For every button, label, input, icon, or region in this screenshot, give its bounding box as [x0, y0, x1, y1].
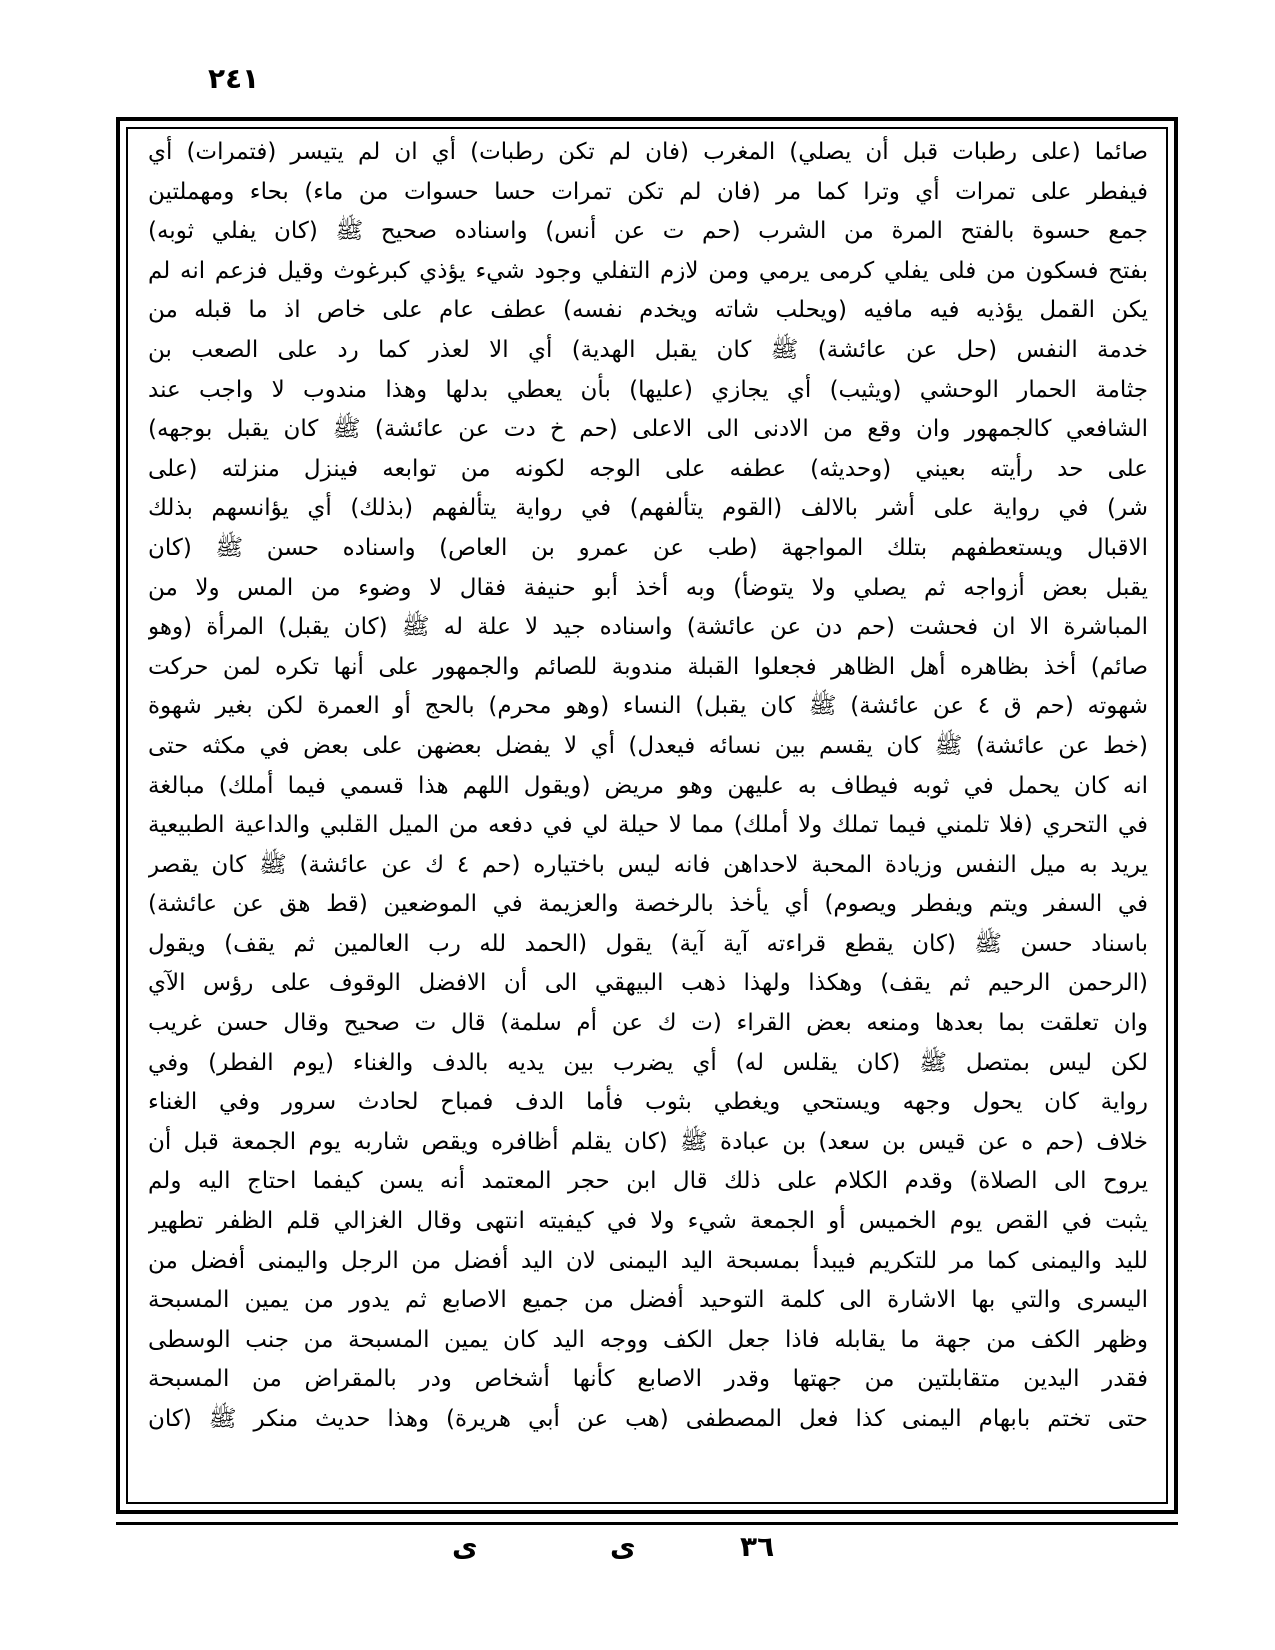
text-line: جمع حسوة بالفتح المرة من الشرب (حم ت عن أنس) واسناده صحيح ﷺ (كان يفلي ثوبه)	[148, 218, 1148, 245]
text-line: يثبت في القص يوم الخميس أو الجمعة شيء ولا في كيفيته انتهى وقال الغزالي قلم الظفر تطهير	[148, 1208, 1148, 1235]
text-line: يقبل بعض أزواجه ثم يصلي ولا يتوضأ) وبه أخذ أبو حنيفة فقال لا وضوء من المس ولا من	[148, 574, 1148, 601]
text-line: يكن القمل يؤذيه فيه مافيه (ويحلب شاته ويخدم نفسه) عطف عام على خاص اذ ما قبله من	[148, 297, 1148, 324]
text-line: بفتح فسكون من فلى يفلي كرمى يرمي ومن لازم التفلي وجود شيء يؤذي كبرغوث وقيل فزعم انه لم	[148, 257, 1148, 284]
text-line: المباشرة الا ان فحشت (حم دن عن عائشة) واسناده جيد لا علة له ﷺ (كان يقبل) المرأة (وهو	[148, 614, 1148, 641]
text-line: رواية كان يحول وجهه ويستحي ويغطي بثوب فأما الدف فمباح لحادث سرور وفي الغناء	[148, 1089, 1148, 1116]
text-line: انه كان يحمل في ثوبه فيطاف به عليهن وهو مريض (ويقول اللهم هذا قسمي فيما أملك) مبالغة	[148, 772, 1148, 799]
text-line: (خط عن عائشة) ﷺ كان يقسم بين نسائه فيعدل) أي لا يفضل بعضهن على بعض في مكثه حتى	[148, 732, 1148, 759]
text-line: اليسرى والتي بها الاشارة الى كلمة التوحيد أفضل من جميع الاصابع ثم يدور من يمين المسبحة	[148, 1287, 1148, 1314]
signature-letter: ى	[610, 1530, 636, 1563]
text-line: خلاف (حم ه عن قيس بن سعد) بن عبادة ﷺ (كان يقلم أظافره ويقص شاربه يوم الجمعة قبل أن	[148, 1128, 1148, 1155]
text-line: وظهر الكف من جهة ما يقابله فاذا جعل الكف ووجه اليد كان يمين المسبحة من جنب الوسطى	[148, 1326, 1148, 1353]
text-line: فيفطر على تمرات أي وترا كما مر (فان لم تكن تمرات حسا حسوات من ماء) بحاء ومهملتين	[148, 178, 1148, 205]
text-line: لليد واليمنى كما مر للتكريم فيبدأ بمسبحة اليد اليمنى لان اليد أفضل من الرجل واليمنى أفضل من	[148, 1247, 1148, 1274]
text-line: لكن ليس بمتصل ﷺ (كان يقلس له) أي يضرب بين يديه بالدف والغناء (يوم الفطر) وفي	[148, 1049, 1148, 1076]
text-line: يروح الى الصلاة) وقدم الكلام على ذلك قال ابن حجر المعتمد أنه يسن كيفما احتاج اليه ولم	[148, 1168, 1148, 1195]
text-line: خدمة النفس (حل عن عائشة) ﷺ كان يقبل الهدية) أي الا لعذر كما رد على الصعب بن	[148, 336, 1148, 363]
text-line: يريد به ميل النفس وزيادة المحبة لاحداهن فانه ليس باختياره (حم ٤ ك عن عائشة) ﷺ كان يقصر	[148, 851, 1148, 878]
page-number: ٢٤١	[208, 62, 260, 95]
footer-rule	[116, 1522, 1178, 1525]
text-line: صائما (على رطبات قبل أن يصلي) المغرب (فان لم تكن رطبات) أي ان لم يتيسر (فتمرات) أي	[148, 139, 1148, 165]
signature-letter-2: ى	[452, 1530, 478, 1563]
text-line: في السفر ويتم ويفطر ويصوم) أي يأخذ بالرخصة والعزيمة في الموضعين (قط هق عن عائشة)	[148, 891, 1148, 918]
text-line: باسناد حسن ﷺ (كان يقطع قراءته آية آية) يقول (الحمد لله رب العالمين ثم يقف) ويقول	[148, 930, 1148, 957]
text-line: شهوته (حم ق ٤ عن عائشة) ﷺ كان يقبل) النساء (وهو محرم) بالحج أو العمرة لكن بغير شهوة	[148, 693, 1148, 720]
text-line: على حد رأيته بعيني (وحديثه) عطفه على الوجه لكونه من توابعه فينزل منزلته (على	[148, 455, 1148, 482]
text-line: جثامة الحمار الوحشي (ويثيب) أي يجازي (عليها) بأن يعطي بدلها وهذا مندوب لا واجب عند	[148, 376, 1148, 403]
text-line: شر) في رواية على أشر بالالف (القوم يتألفهم) في رواية يتألفهم (بذلك) أي يؤانسهم بذلك	[148, 495, 1148, 522]
text-line: وان تعلقت بما بعدها ومنعه بعض القراء (ت ك عن أم سلمة) قال ت صحيح وقال حسن غريب	[148, 1010, 1148, 1037]
signature-marks	[0, 1530, 1275, 1570]
text-line: الاقبال ويستعطفهم بتلك المواجهة (طب عن عمرو بن العاص) واسناده حسن ﷺ (كان	[148, 534, 1148, 561]
text-line: الشافعي كالجمهور وان وقع من الادنى الى الاعلى (حم خ دت عن عائشة) ﷺ كان يقبل بوجهه)	[148, 416, 1148, 443]
signature-number: ٣٦	[740, 1530, 775, 1563]
body-text	[148, 133, 1148, 1498]
text-line: صائم) أخذ بظاهره أهل الظاهر فجعلوا القبلة مندوبة للصائم والجمهور على أنها تكره لمن حركت	[148, 653, 1148, 680]
text-line: (الرحمن الرحيم ثم يقف) وهكذا ولهذا ذهب البيهقي الى أن الافضل الوقوف على رؤس الآي	[148, 970, 1148, 997]
text-line: حتى تختم بابهام اليمنى كذا فعل المصطفى (هب عن أبي هريرة) وهذا حديث منكر ﷺ (كان	[148, 1406, 1148, 1432]
text-line: فقدر اليدين متقابلتين من جهتها وقدر الاصابع كأنها أشخاص ودر بالمقراض من المسبحة	[148, 1366, 1148, 1393]
text-line: في التحري (فلا تلمني فيما تملك ولا أملك) مما لا حيلة لي في دفعه من الميل القلبي والداعية الطبيعية	[148, 812, 1148, 839]
